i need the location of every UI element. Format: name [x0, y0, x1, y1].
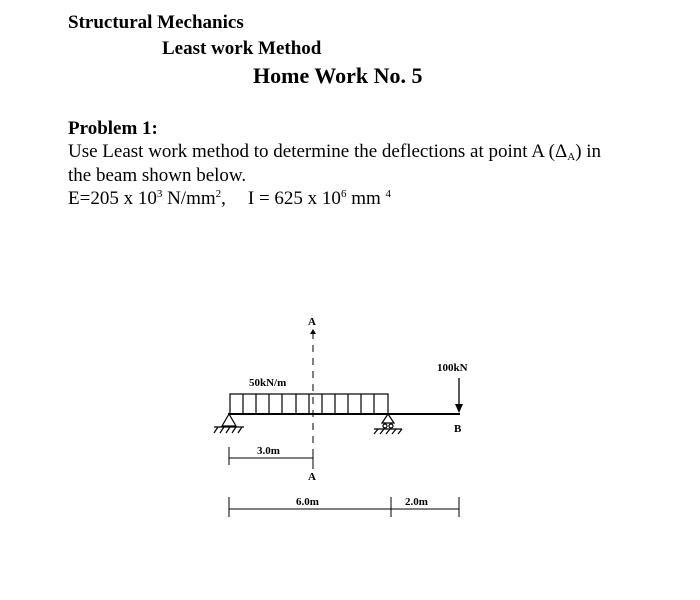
delta-subscript: A: [567, 151, 576, 163]
modulus-label: E=205 x 10: [68, 188, 157, 209]
inertia-unit-exponent: 4: [385, 188, 391, 200]
inertia-label: I = 625 x 10: [247, 188, 341, 209]
dimension-span-label: 6.0m: [296, 496, 319, 508]
inertia-exponent: 6: [340, 188, 347, 200]
end-label-b: B: [454, 423, 462, 435]
section-label-top: A: [308, 316, 316, 328]
modulus-unit-exponent: 2: [215, 188, 222, 200]
modulus-exponent: 3: [156, 188, 163, 200]
statement-text-b: ) in: [575, 141, 602, 162]
udl-label: 50kN/m: [249, 377, 287, 389]
dimension-section-label: 3.0m: [257, 445, 280, 457]
section-arrow-top: [310, 329, 316, 334]
course-title: Structural Mechanics: [68, 12, 244, 33]
point-load-arrowhead: [455, 404, 463, 413]
inertia-unit: mm: [346, 188, 386, 209]
distributed-load: [230, 394, 388, 414]
dimension-overhang-label: 2.0m: [405, 496, 428, 508]
problem-statement-line2: the beam shown below.: [68, 165, 247, 186]
pin-support: [214, 414, 244, 433]
statement-text-a: Use Least work method to determine the deflections at point A (Δ: [68, 141, 568, 162]
modulus-unit: N/mm: [162, 188, 216, 209]
point-load-label: 100kN: [437, 362, 468, 374]
modulus-comma: ,: [221, 188, 226, 209]
problem-heading: Problem 1:: [68, 118, 158, 139]
roller-support: [374, 414, 402, 434]
section-label-bottom: A: [308, 471, 316, 483]
homework-title: Home Work No. 5: [253, 63, 423, 88]
method-subtitle: Least work Method: [162, 38, 322, 59]
